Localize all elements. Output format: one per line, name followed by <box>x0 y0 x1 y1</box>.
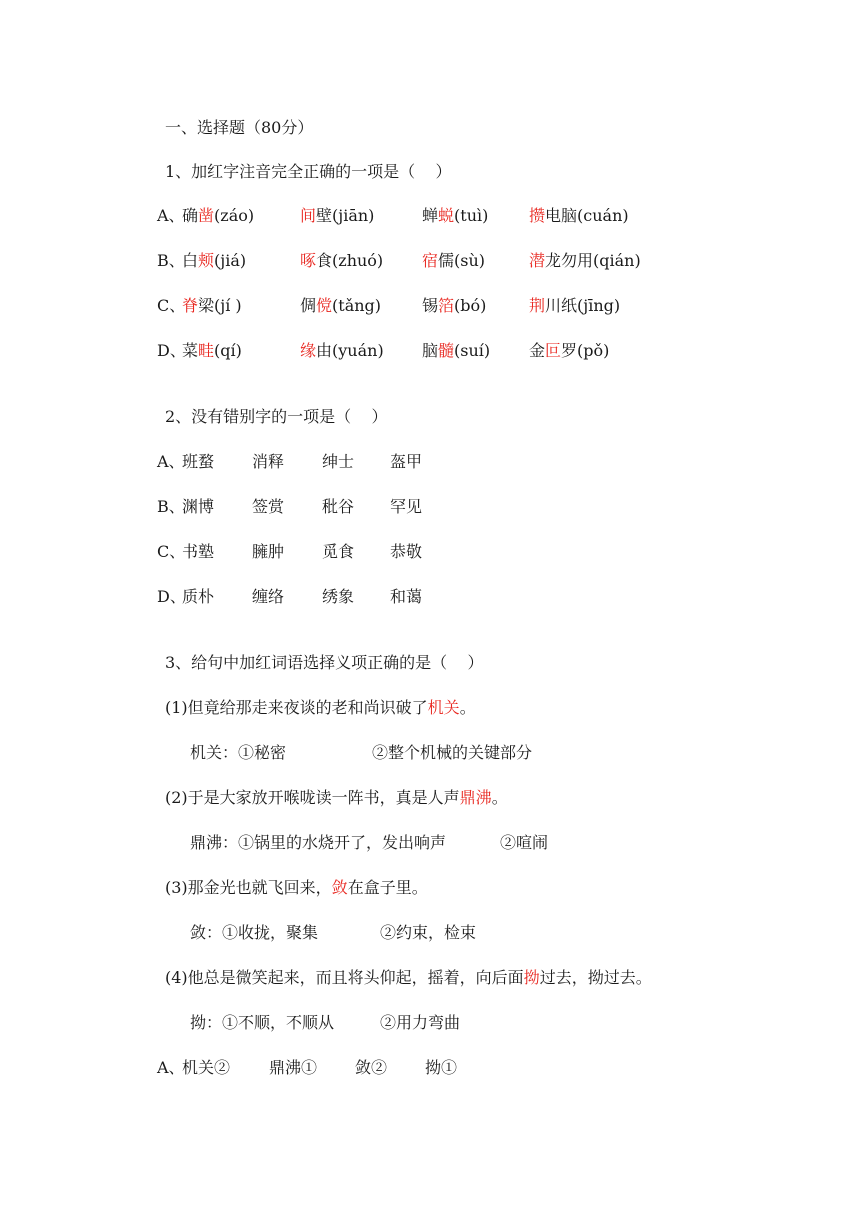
question-2-stem <box>165 406 388 428</box>
question-stem: 1、加红字注音完全正确的一项是（ ） <box>165 162 452 181</box>
highlighted-char: 蜕 <box>438 206 455 225</box>
q1-option-d <box>157 340 610 362</box>
sentence-text: (2)于是大家放开喉咙读一阵书，真是人声 <box>165 788 460 807</box>
item-text: 拗① <box>425 1058 458 1077</box>
option-label: D、 <box>157 341 186 360</box>
item-text: 菜 <box>182 341 199 360</box>
item-text: 和蔼 <box>390 587 423 606</box>
pinyin-item <box>300 205 374 227</box>
item-text: 确 <box>182 206 199 225</box>
item-text: 锡 <box>422 296 439 315</box>
meaning-option-1: ①秘密 <box>238 743 287 762</box>
item-text: 罕见 <box>390 497 423 516</box>
item-text: 秕谷 <box>322 497 355 516</box>
pinyin-item <box>529 205 629 227</box>
word-item <box>322 586 354 608</box>
highlighted-char: 荆 <box>529 296 546 315</box>
meaning-option-1: ①锅里的水烧开了，发出响声 <box>238 833 447 852</box>
item-text: 脑 <box>422 341 439 360</box>
item-text: 罗(pǒ) <box>561 341 610 360</box>
sentence-text: (1)但竟给那走来夜谈的老和尚识破了 <box>165 698 428 717</box>
sentence-text: 。 <box>491 788 508 807</box>
q3-option-a <box>157 1057 458 1079</box>
word-item <box>390 496 422 518</box>
meaning-option-2-wrap <box>500 832 548 854</box>
question-stem: 2、没有错别字的一项是（ ） <box>165 407 388 426</box>
section-title-text: 一、选择题（80分） <box>165 118 314 137</box>
item-text: 渊博 <box>182 497 215 516</box>
word-item <box>252 586 284 608</box>
highlighted-char: 潜 <box>529 251 546 270</box>
item-text: 臃肿 <box>252 542 285 561</box>
q3-sentence-3 <box>165 877 428 899</box>
item-text: 儒(sù) <box>438 251 486 270</box>
word-item <box>182 586 214 608</box>
item-text: 缠络 <box>252 587 285 606</box>
item-text: 龙勿用(qián) <box>545 251 641 270</box>
q2-option-a <box>157 451 423 473</box>
answer-item <box>425 1057 457 1079</box>
q2-option-c <box>157 541 423 563</box>
item-text: (tǎng) <box>332 296 382 315</box>
pinyin-item <box>300 250 383 272</box>
option-label: B、 <box>157 497 185 516</box>
item-text: 由(yuán) <box>316 341 384 360</box>
q3-meaning-1 <box>190 742 533 764</box>
option-label: C、 <box>157 542 186 561</box>
q1-option-b <box>157 250 641 272</box>
item-text: 倜 <box>300 296 317 315</box>
item-text: (záo) <box>214 206 255 225</box>
highlighted-char: 傥 <box>316 296 333 315</box>
pinyin-item <box>182 205 254 227</box>
q2-option-d <box>157 586 423 608</box>
meaning-option-2: ②喧闹 <box>500 833 549 852</box>
option-label: A、 <box>157 452 185 471</box>
word-item <box>182 451 214 473</box>
word-item <box>252 541 284 563</box>
item-text: 绅士 <box>322 452 355 471</box>
q3-meaning-3 <box>190 922 477 944</box>
word-item <box>252 451 284 473</box>
pinyin-item <box>529 340 609 362</box>
pinyin-item <box>422 340 490 362</box>
meaning-option-1: ①不顺，不顺从 <box>222 1013 335 1032</box>
item-text: 机关② <box>182 1058 231 1077</box>
pinyin-item <box>300 340 384 362</box>
answer-item <box>355 1057 387 1079</box>
q3-sentence-2 <box>165 787 508 809</box>
word-item <box>182 541 214 563</box>
q1-option-a <box>157 205 629 227</box>
sentence-text: (3)那金光也就飞回来， <box>165 878 332 897</box>
meaning-option-2: ②用力弯曲 <box>380 1013 461 1032</box>
pinyin-item <box>529 295 620 317</box>
word-item <box>322 541 354 563</box>
pinyin-item <box>182 250 246 272</box>
highlighted-char: 箔 <box>438 296 455 315</box>
sentence-text: 。 <box>459 698 476 717</box>
highlighted-char: 宿 <box>422 251 439 270</box>
highlighted-word: 拗 <box>523 968 540 987</box>
item-text: 川纸(jīng) <box>545 296 621 315</box>
item-text: 鼎沸① <box>269 1058 318 1077</box>
item-text: (qí) <box>214 341 242 360</box>
meaning-option-2-wrap <box>380 1012 460 1034</box>
pinyin-item <box>422 295 486 317</box>
pinyin-item <box>182 295 242 317</box>
question-1-stem <box>165 161 452 183</box>
highlighted-word: 敛 <box>331 878 348 897</box>
word-item <box>322 451 354 473</box>
word-item <box>182 496 214 518</box>
highlighted-char: 髓 <box>438 341 455 360</box>
word-item <box>322 496 354 518</box>
item-text: (jiá) <box>214 251 247 270</box>
pinyin-item <box>300 295 381 317</box>
sentence-text: 在盒子里。 <box>347 878 428 897</box>
q3-meaning-2 <box>190 832 549 854</box>
highlighted-char: 颊 <box>198 251 215 270</box>
meaning-option-2-wrap <box>380 922 476 944</box>
highlighted-word: 机关 <box>427 698 460 717</box>
highlighted-char: 凿 <box>198 206 215 225</box>
item-text: 电脑(cuán) <box>545 206 629 225</box>
item-text: 质朴 <box>182 587 215 606</box>
answer-item <box>269 1057 317 1079</box>
word-item <box>390 586 422 608</box>
pinyin-item <box>422 250 485 272</box>
item-text: 书塾 <box>182 542 215 561</box>
highlighted-char: 间 <box>300 206 317 225</box>
q3-sentence-1 <box>165 697 476 719</box>
word-item <box>390 451 422 473</box>
meaning-head: 敛： <box>190 923 223 942</box>
q3-meaning-4 <box>190 1012 461 1034</box>
item-text: (bó) <box>454 296 487 315</box>
question-3-stem <box>165 652 484 674</box>
item-text: 觅食 <box>322 542 355 561</box>
meaning-option-1: ①收拢，聚集 <box>222 923 319 942</box>
item-text: 梁(jí ) <box>198 296 242 315</box>
sentence-text: (4)他总是微笑起来，而且将头仰起，摇着，向后面 <box>165 968 524 987</box>
item-text: 壁(jiān) <box>316 206 375 225</box>
option-label: A、 <box>157 1058 185 1077</box>
q2-option-b <box>157 496 423 518</box>
item-text: 蝉 <box>422 206 439 225</box>
item-text: 恭敬 <box>390 542 423 561</box>
item-text: (suí) <box>454 341 491 360</box>
word-item <box>390 541 422 563</box>
word-item <box>252 496 284 518</box>
q3-sentence-4 <box>165 967 652 989</box>
answer-item <box>182 1057 230 1079</box>
item-text: (tuì) <box>454 206 489 225</box>
item-text: 食(zhuó) <box>316 251 384 270</box>
option-label: D、 <box>157 587 186 606</box>
highlighted-char: 缘 <box>300 341 317 360</box>
meaning-head: 机关： <box>190 743 239 762</box>
highlighted-char: 叵 <box>545 341 562 360</box>
meaning-head: 鼎沸： <box>190 833 239 852</box>
item-text: 消释 <box>252 452 285 471</box>
meaning-option-2: ②整个机械的关键部分 <box>372 743 533 762</box>
pinyin-item <box>529 250 641 272</box>
item-text: 敛② <box>355 1058 388 1077</box>
item-text: 盔甲 <box>390 452 423 471</box>
item-text: 金 <box>529 341 546 360</box>
meaning-option-2-wrap <box>372 742 532 764</box>
sentence-text: 过去，拗过去。 <box>539 968 652 987</box>
highlighted-char: 啄 <box>300 251 317 270</box>
highlighted-char: 攒 <box>529 206 546 225</box>
pinyin-item <box>422 205 488 227</box>
item-text: 班蝥 <box>182 452 215 471</box>
q1-option-c <box>157 295 621 317</box>
meaning-option-2: ②约束，检束 <box>380 923 477 942</box>
item-text: 白 <box>182 251 199 270</box>
pinyin-item <box>182 340 242 362</box>
option-label: A、 <box>157 206 185 225</box>
highlighted-char: 畦 <box>198 341 215 360</box>
question-stem: 3、给句中加红词语选择义项正确的是（ ） <box>165 653 484 672</box>
highlighted-word: 鼎沸 <box>459 788 492 807</box>
meaning-head: 拗： <box>190 1013 223 1032</box>
item-text: 绣象 <box>322 587 355 606</box>
option-label: B、 <box>157 251 185 270</box>
highlighted-char: 脊 <box>182 296 199 315</box>
section-title <box>165 117 313 139</box>
item-text: 签赏 <box>252 497 285 516</box>
option-label: C、 <box>157 296 186 315</box>
